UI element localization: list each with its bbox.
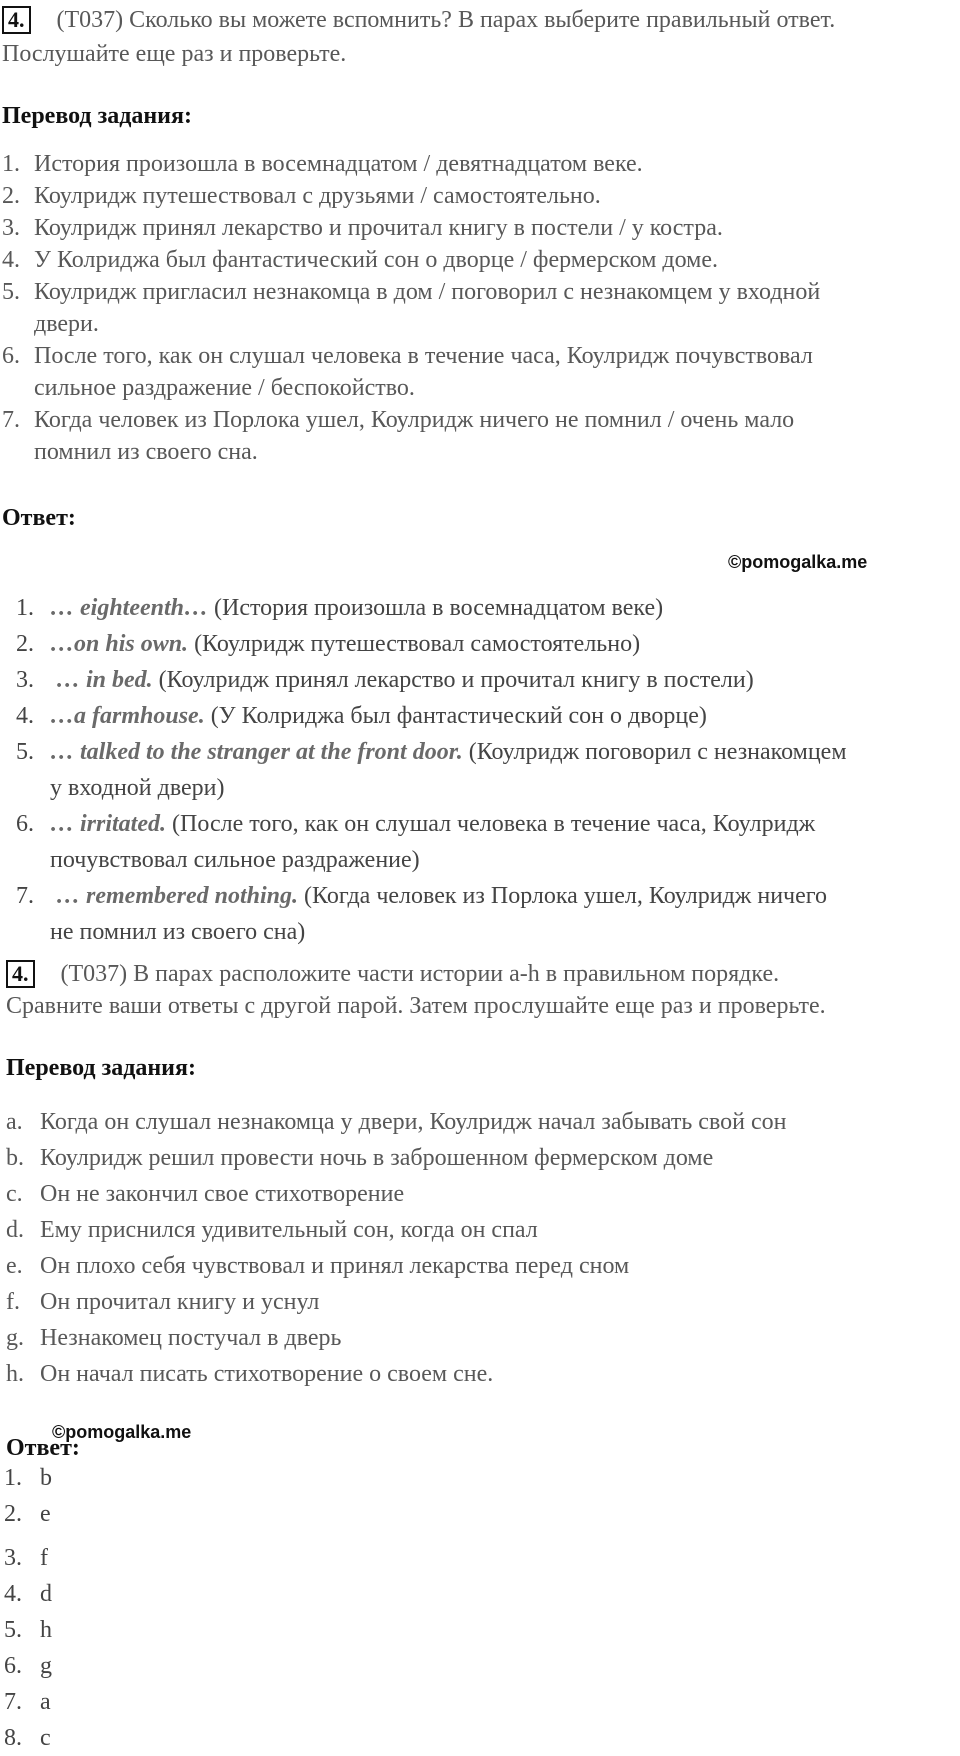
list-item: d. Ему приснился удивительный сон, когда он спал [6,1217,538,1243]
ex1-instruction-line2: Послушайте еще раз и проверьте. [2,41,347,67]
answer-item: 4. d [4,1581,52,1607]
answer-item-continuation: у входной двери) [50,775,225,801]
ex2-instruction-line1: 4. (T037) В парах расположите части истории a-h в правильном порядке. [6,956,779,992]
ex2-answer-heading: Ответ: [6,1435,80,1461]
answer-item: 2. e [4,1501,51,1527]
list-item: c. Он не закончил свое стихотворение [6,1181,405,1207]
watermark: ©pomogalka.me [728,552,868,572]
answer-item: 6. g [4,1653,52,1679]
answer-item: 2. …on his own. (Коулридж путешествовал самостоятельно) [16,631,641,657]
ex2-number-box: 4. [6,960,35,988]
list-item: 4. У Колриджа был фантастический сон о дворце / фермерском доме. [2,247,718,273]
answer-item-continuation: не помнил из своего сна) [50,919,306,945]
ex1-translation-heading: Перевод задания: [2,103,192,129]
answer-item: 1. … eighteenth… (История произошла в восемнадцатом веке) [16,595,664,621]
list-item: b. Коулридж решил провести ночь в заброшенном фермерском доме [6,1145,714,1171]
ex1-instruction-line1: 4. (T037) Сколько вы можете вспомнить? В парах выберите правильный ответ. [2,2,835,38]
answer-item: 8. c [4,1725,51,1751]
list-item-continuation: двери. [34,311,99,337]
answer-item: 3. … in bed. (Коулридж принял лекарство и прочитал книгу в постели) [16,667,754,693]
answer-item: 5. … talked to the stranger at the front door. (Коулридж поговорил с незнакомцем [16,739,847,765]
list-item-continuation: помнил из своего сна. [34,439,258,465]
answer-item: 3. f [4,1545,48,1571]
ex2-translation-heading: Перевод задания: [6,1055,196,1081]
list-item: 7. Когда человек из Порлока ушел, Коулридж ничего не помнил / очень мало [2,407,795,433]
list-item: f. Он прочитал книгу и уснул [6,1289,320,1315]
list-item: e. Он плохо себя чувствовал и принял лекарства перед сном [6,1253,630,1279]
list-item: 5. Коулридж пригласил незнакомца в дом / поговорил с незнакомцем у входной [2,279,821,305]
answer-item: 5. h [4,1617,52,1643]
watermark: ©pomogalka.me [52,1422,192,1442]
list-item: h. Он начал писать стихотворение о своем сне. [6,1361,494,1387]
ex2-instruction-line2: Сравните ваши ответы с другой парой. Затем прослушайте еще раз и проверьте. [6,993,826,1019]
answer-item: 7. a [4,1689,51,1715]
list-item: 3. Коулридж принял лекарство и прочитал книгу в постели / у костра. [2,215,723,241]
answer-item-continuation: почувствовал сильное раздражение) [50,847,420,873]
list-item: g. Незнакомец постучал в дверь [6,1325,342,1351]
list-item: a. Когда он слушал незнакомца у двери, Коулридж начал забывать свой сон [6,1109,787,1135]
list-item: 6. После того, как он слушал человека в течение часа, Коулридж почувствовал [2,343,813,369]
list-item-continuation: сильное раздражение / беспокойство. [34,375,415,401]
answer-item: 6. … irritated. (После того, как он слушал человека в течение часа, Коулридж [16,811,816,837]
answer-item: 4. …a farmhouse. (У Колриджа был фантастический сон о дворце) [16,703,707,729]
answer-item: 7. … remembered nothing. (Когда человек из Порлока ушел, Коулридж ничего [16,883,828,909]
list-item: 2. Коулридж путешествовал с друзьями / самостоятельно. [2,183,601,209]
answer-item: 1. b [4,1465,52,1491]
list-item: 1. История произошла в восемнадцатом / девятнадцатом веке. [2,151,643,177]
ex1-answer-heading: Ответ: [2,505,76,531]
ex1-number-box: 4. [2,6,31,34]
